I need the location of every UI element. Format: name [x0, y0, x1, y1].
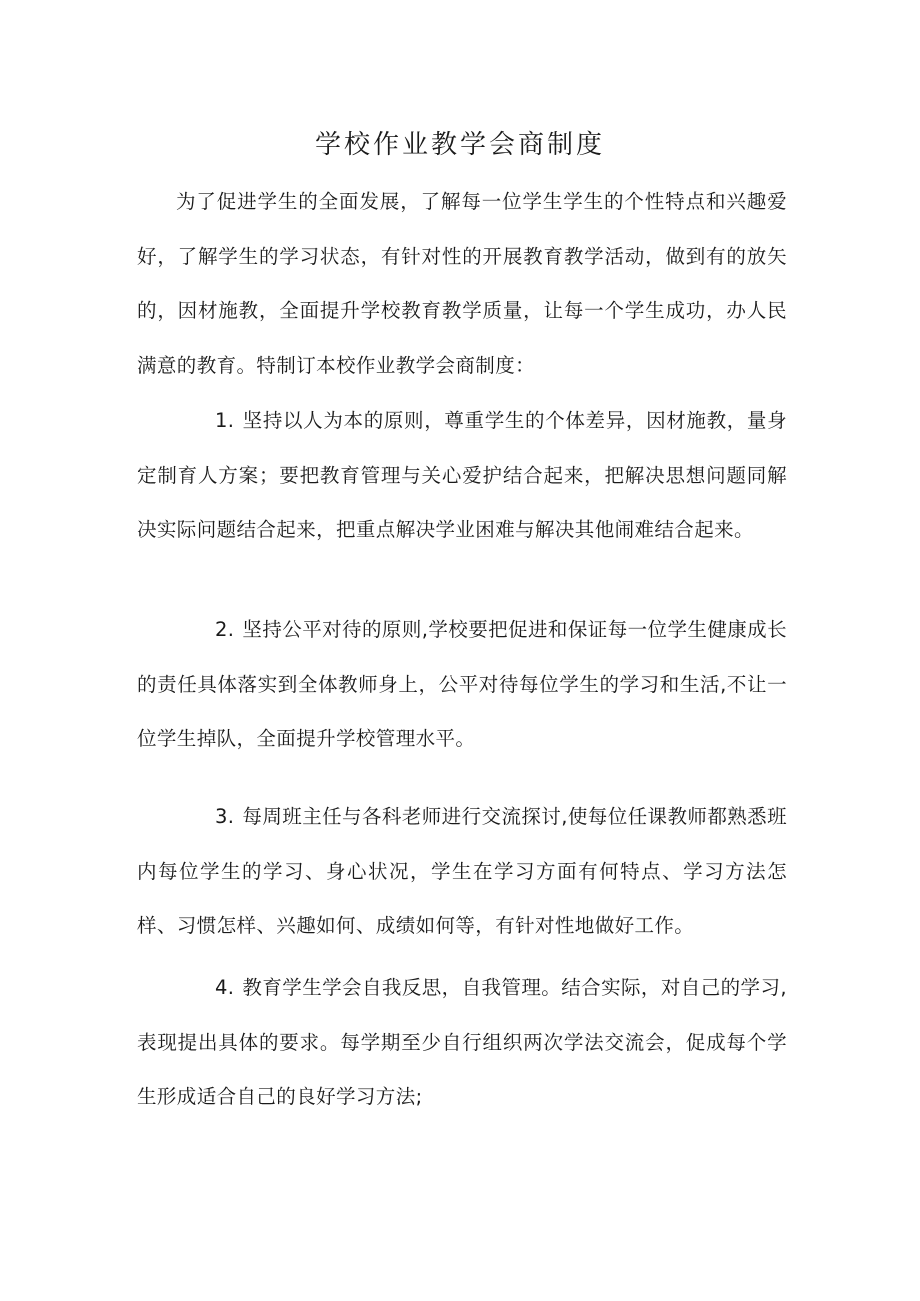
rule-item-1 — [137, 394, 787, 558]
rule-item-4 — [137, 961, 787, 1125]
rule-text: 坚持以人为本的原则，尊重学生的个体差异，因材施教，量身定制育人方案；要把教育管理与关心爱护结合起来，把解决思想问题同解决实际问题结合起来，把重点解决学业困难与解决其他闹难结合起来。 — [137, 409, 787, 541]
rule-number: 2. — [215, 618, 235, 641]
rule-item-3 — [137, 790, 787, 954]
rule-text: 教育学生学会自我反思，自我管理。结合实际，对自己的学习,表现提出具体的要求。每学期至少自行组织两次学法交流会，促成每个学生形成适合自己的良好学习方法; — [137, 976, 787, 1108]
rule-text: 坚持公平对待的原则,学校要把促进和保证每一位学生健康成长的责任具体落实到全体教师身上，公平对待每位学生的学习和生活,不让一位学生掉队，全面提升学校管理水平。 — [137, 618, 787, 750]
rule-number: 3. — [215, 805, 235, 828]
intro-paragraph: 为了促进学生的全面发展，了解每一位学生学生的个性特点和兴趣爱好，了解学生的学习状态，有针对性的开展教育教学活动，做到有的放矢的，因材施教，全面提升学校教育教学质量，让每一个学生成功，办人民满意的教育。特制订本校作业教学会商制度： — [137, 190, 787, 377]
rule-item-2 — [137, 603, 787, 767]
document-title: 学校作业教学会商制度 — [314, 130, 605, 160]
rule-number: 1. — [215, 409, 235, 432]
rule-number: 4. — [215, 976, 235, 999]
rule-text: 每周班主任与各科老师进行交流探讨,使每位任课教师都熟悉班内每位学生的学习、身心状况，学生在学习方面有何特点、学习方法怎样、习惯怎样、兴趣如何、成绩如何等，有针对性地做好工作。 — [137, 805, 787, 937]
